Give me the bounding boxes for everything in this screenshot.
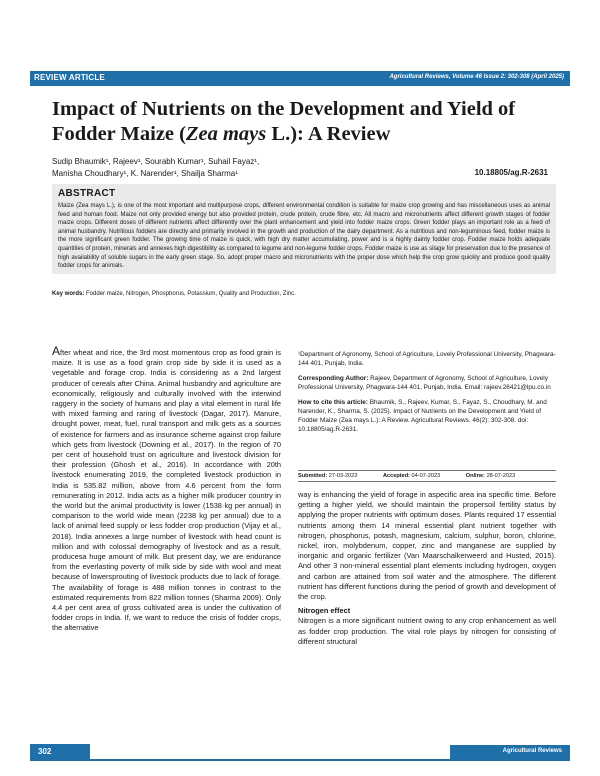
dropcap: A [52, 344, 61, 358]
online-date: Online: 28-07-2023 [465, 473, 516, 479]
article-title [52, 97, 552, 147]
paragraph: Nitrogen is a more significant nutrient owing to any crop enhancement as well as fodder crop production. The vital role plays by nitrogen for consisting of different structural [298, 616, 556, 646]
authors-line-1: Sudip Bhaumik¹, Rajeev¹, Sourabh Kumar¹, Suhail Fayaz¹, [52, 157, 260, 166]
title-main: Impact of Nutrients on the Development and Yield of Fodder Maize ( [52, 98, 516, 145]
header-bar [30, 71, 570, 86]
keywords-label: Key words: [52, 291, 85, 297]
corresponding-author: Corresponding Author: Rajeev, Department of Agronomy, School of Agriculture, Lovely Professional University, Phagwara-144 401, Punjab, India. Email: rajeev.26421@lpu.co.in [298, 375, 551, 391]
abstract-body: Maize (Zea mays L.), is one of the most important and multipurpose crops, different environmental condition is suitable for maize crop growing and has miscellaneous uses as animal feed and human food. Maize not only provided energy but also provided protein, crude protein, crude fibre, etc. All macro and micronutrients affect different growth stages of fodder maize crops. Different doses of different nutrients affect differently over the plant enhancement and yield into fodder maize crops. Green fodder plays an important role as a feed of animal husbandry. Nutritious fodders are directly and primarily involved in the growth and production of the dairy department. As a nutritious and non-leguminous feed, fodder maize is the more significant green fodder. The growing time of maize is quick, with high dry matter accumulating, power and is a highly dainty fodder crop. Fodder maize holds adequate quantities of protein, minerals and annexes high digestibility as compared to legume and non-legume fodder crops. Fodder maize is use as silage for preservation due to the presence of high availability of soluble sugars in the early green stage. So, adopt proper macro and micronutrients with the proper dose which help the crop grow quickly and produce good quality fodder crops for animals. [58, 203, 550, 270]
author-list [52, 156, 372, 180]
body-left-column [52, 346, 281, 634]
title-end: L.): A Review [266, 123, 391, 145]
page-number: 302 [30, 744, 90, 761]
abstract-box [52, 184, 556, 274]
authors-line-2: Manisha Choudhary¹, K. Narender¹, Shailja Sharma¹ [52, 169, 238, 178]
citation: How to cite this article: Bhaumik, S., Rajeev, Kumar, S., Fayaz, S., Choudhary, M. and Narender, K., Sharma, S. (2025). Impact of Nutrients on the Development and Yield of Fodder Maize (Zea mays L.): A Review. Agricultural Reviews. 46(2): 302-308. doi: 10.18805/ag.R-2631. [298, 399, 547, 433]
footer-divider [90, 759, 570, 761]
department: ¹Department of Agronomy, School of Agriculture, Lovely Professional University, Phagwara-144 401, Punjab, India. [298, 351, 556, 367]
paragraph: way is enhancing the yield of forage in aspecific area ina specific time. Before getting a higher yield, we should maintain the propersoil fertility status by applying the proper nutrients with optimum doses. Plants required 17 essential nutrients among them 14 mineral essential plant nutrient together with nitrogen, phosphorus, potash, magnesium, calcium, sulphur, boron, chlorine, nickel, iron, molybdenum, copper, zinc and manganese are supplied by inorganic and organic fertilizer (Van Maarschalkerweerd and Husted, 2015). And other 3 non-mineral essential plant elements including hydrogen, oxygen and carbon are attained from soil water and the atmosphere. The different nutrient has different functions during the period of growth and development of the crop. [298, 490, 556, 602]
article-dates [298, 470, 556, 482]
intro-text: fter wheat and rice, the 3rd most momentous crop as food grain is maize. It is use as a food grain crop side by side it is used as a vegetable and forage crop. India is considering as a 2nd largest producer of cereals after China. Animal husbandry and agriculture are economically, religiously and culturally involved with the interwind raggery in the society of humans and play a vital element in rural life with mixed farming and raring of livestock (Dagar, 2017). Manure, drought power, meat, fuel, rural transport and milk gets as a sources of existence for farmers and as insurance scheme against crop failure which gets from livestock (Downing et al., 2017). In the region of 70 per cent of household trust on agriculture and livestock division for their profession (Ghosh et al., 2016). In accordance with 20th livestock enumerating 2019, the completed livestock production in India is 535.82 million, above from 4.6 percent from the form remunerating in 2012. India acts as a higher milk producer country in the world but the animal productivity is lower (1538 kg per annual) in comparison to the world wide mean (2238 kg per annual) due to a lack of animal feed supply or less fodder crop production (Vijay et al., 2018). India annexes a large number of livestock with head count is million and with colossal demography of livestock and as a result, producesa huge amount of milk. But present day, we are endurance from the everlasting poverty of milk side by side with wool and meat because of lowersprouting of livestock products due to lack of forage. The availability of forage is 488 million tonnes in contrast to the estimated requirements from 822 million tonnes (Sharma 2009). Only 4.4 per cent area of gross cultivated area is under the cultivation of fodder crops in India. If, we want to reduce the crisis of fodder crops, the alternative [52, 348, 281, 633]
abstract-heading: ABSTRACT [58, 188, 116, 199]
affiliation-block [298, 350, 556, 440]
title-species: Zea mays [185, 123, 267, 145]
journal-citation: Agricultural Reviews, Volume 46 Issue 2: 302-308 (April 2025) [389, 74, 564, 80]
submitted-date: Submitted: 27-03-2023 [298, 473, 358, 479]
section-label: REVIEW ARTICLE [34, 73, 105, 82]
footer-journal: Agricultural Reviews [450, 745, 570, 759]
accepted-date: Accepted: 04-07-2023 [382, 473, 441, 479]
keywords [52, 290, 556, 298]
keywords-text: Fodder maize, Nitrogen, Phosphorus, Potassium, Quality and Production, Zinc. [84, 291, 296, 297]
section-heading: Nitrogen effect [298, 606, 351, 616]
doi[interactable]: 10.18805/ag.R-2631 [474, 168, 548, 177]
body-right-column [298, 490, 556, 647]
